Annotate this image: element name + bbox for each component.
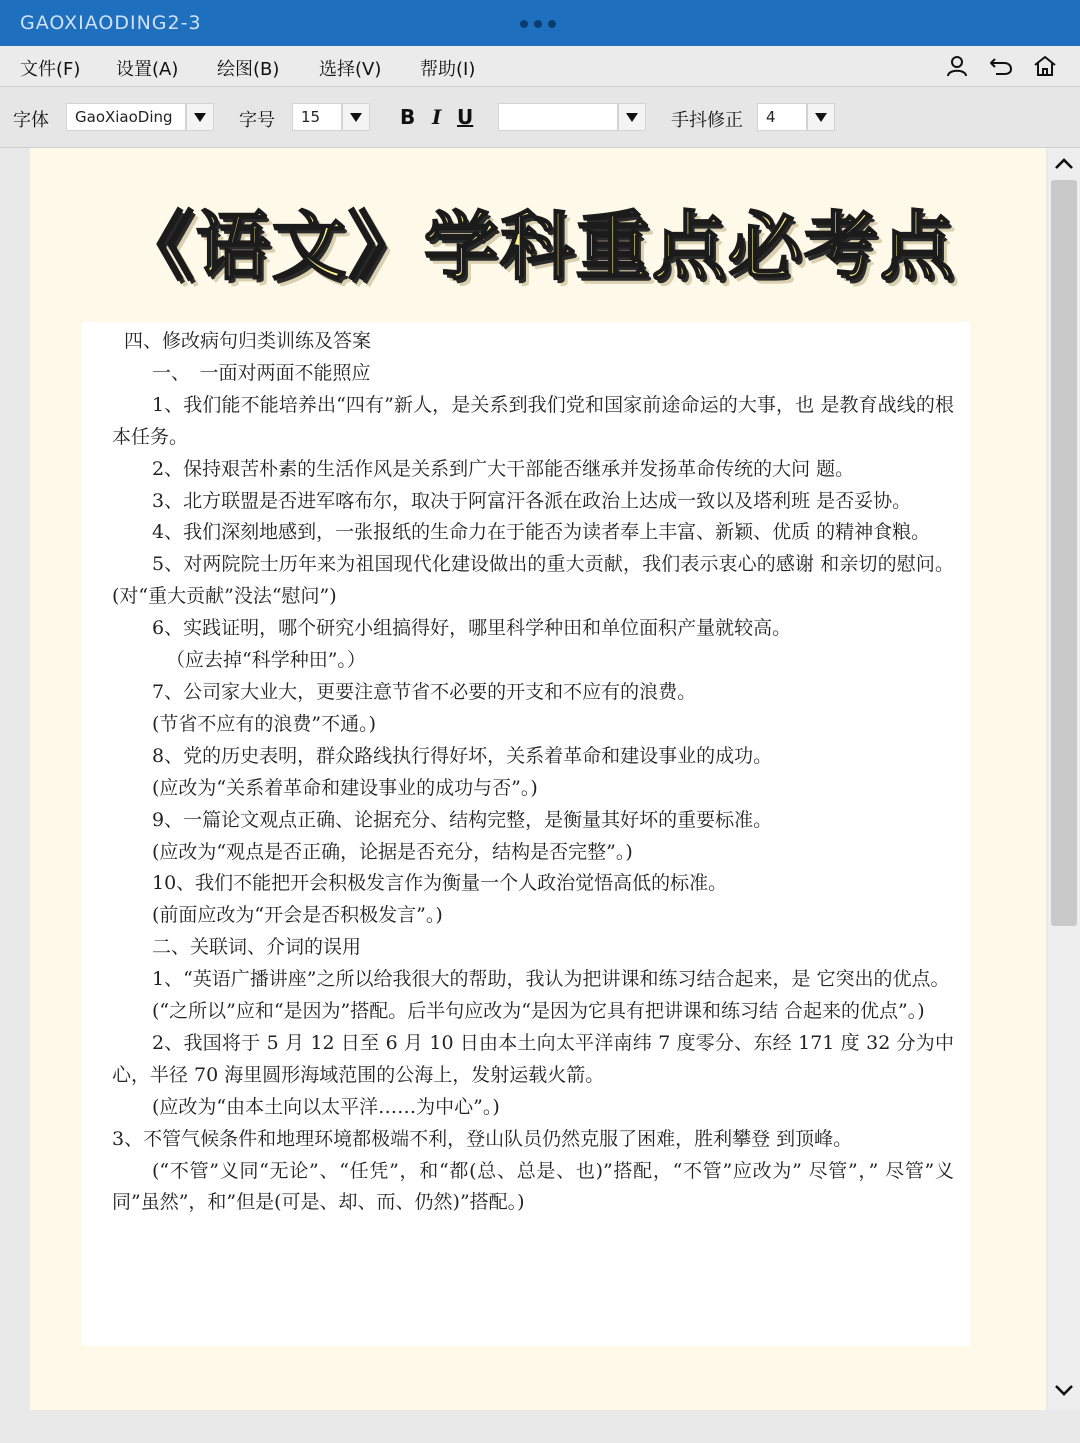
doc-line: 7、公司家大业大，更要注意节省不必要的开支和不应有的浪费。	[152, 680, 697, 703]
page-heading: 《语文》学科重点必考点	[120, 204, 956, 290]
doc-line: (节省不应有的浪费”不通。)	[152, 712, 377, 735]
doc-line: 3、北方联盟是否进军喀布尔，取决于阿富汗各派在政治上达成一致以及塔利班 是否妥协。	[152, 489, 912, 512]
dot-icon	[520, 20, 528, 28]
doc-line: 6、实践证明，哪个研究小组搞得好，哪里科学种田和单位面积产量就较高。	[152, 617, 792, 640]
doc-line: 10、我们不能把开会积极发言作为衡量一个人政治觉悟高低的标准。	[152, 872, 728, 895]
doc-line: 8、党的历史表明，群众路线执行得好坏，关系着革命和建设事业的成功。	[152, 744, 773, 767]
user-icon[interactable]	[944, 54, 970, 78]
doc-line: 4、我们深刻地感到，一张报纸的生命力在于能否为读者奉上丰富、新颖、优质 的精神食粮。	[152, 521, 931, 544]
font-label: 字体	[13, 110, 49, 131]
size-select[interactable]: 15	[292, 103, 342, 131]
chevron-down-icon[interactable]	[1053, 1382, 1075, 1398]
italic-button[interactable]: I	[432, 105, 442, 129]
doc-line: 5、对两院院士历年来为祖国现代化建设做出的重大贡献，我们表示衷心的感谢 和亲切的慰问。(对“重大贡献”没法“慰问”)	[112, 553, 954, 608]
font-dropdown-button[interactable]	[186, 103, 214, 131]
doc-line: 1、“英语广播讲座”之所以给我很大的帮助，我认为把讲课和练习结合起来，是 它突出的优点。	[152, 968, 950, 991]
undo-icon[interactable]	[988, 54, 1014, 78]
doc-line: 一、 一面对两面不能照应	[152, 361, 371, 384]
doc-line: 1、我们能不能培养出“四有”新人，是关系到我们党和国家前途命运的大事，也 是教育战线的根本任务。	[112, 393, 954, 448]
jitter-dropdown-button[interactable]	[807, 103, 835, 131]
doc-line: 二、关联词、介词的误用	[152, 936, 362, 959]
doc-line: (前面应改为“开会是否积极发言”。)	[152, 904, 443, 927]
chevron-up-icon[interactable]	[1053, 156, 1075, 172]
home-icon[interactable]	[1032, 54, 1058, 78]
doc-line: 四、修改病句归类训练及答案	[124, 330, 372, 352]
status-strip	[0, 1410, 1080, 1443]
menu-settings[interactable]: 设置(A)	[116, 59, 179, 80]
doc-line: 3、不管气候条件和地理环境都极端不利，登山队员仍然克服了困难，胜利攀登 到顶峰。	[112, 1127, 853, 1150]
bold-button[interactable]: B	[400, 105, 416, 129]
format-toolbar	[0, 87, 1080, 148]
jitter-label: 手抖修正	[671, 110, 743, 131]
size-dropdown-button[interactable]	[342, 103, 370, 131]
menu-draw[interactable]: 绘图(B)	[217, 59, 280, 80]
doc-line: 2、保持艰苦朴素的生活作风是关系到广大干部能否继承并发扬革命传统的大问 题。	[152, 457, 855, 480]
underline-button[interactable]: U	[457, 105, 474, 129]
dot-icon	[548, 20, 556, 28]
doc-line: （应去掉“科学种田”。）	[166, 649, 366, 672]
doc-line: (应改为“由本土向以太平洋……为中心”。)	[152, 1095, 500, 1118]
jitter-select[interactable]: 4	[757, 103, 807, 131]
title-bar	[0, 0, 1080, 46]
doc-line: (应改为“关系着革命和建设事业的成功与否”。)	[152, 776, 538, 799]
doc-line: (“不管”义同“无论”、“任凭”，和“都(总、总是、也)”搭配，“不管”应改为” 尽管”，” 尽管”义同”虽然”，和”但是(可是、却、而、仍然)”搭配。)	[112, 1159, 954, 1214]
vertical-scrollbar[interactable]	[1048, 148, 1080, 1410]
menu-select[interactable]: 选择(V)	[319, 59, 382, 80]
size-label: 字号	[239, 110, 275, 131]
menu-help[interactable]: 帮助(I)	[420, 59, 476, 80]
window-menu-dots[interactable]	[520, 20, 556, 28]
doc-line: 9、一篇论文观点正确、论据充分、结构完整，是衡量其好坏的重要标准。	[152, 808, 773, 831]
window-title: GAOXIAODING2-3	[20, 12, 202, 34]
menu-file[interactable]: 文件(F)	[20, 59, 81, 80]
font-select[interactable]: GaoXiaoDing	[66, 103, 186, 131]
style-dropdown-button[interactable]	[618, 103, 646, 131]
dot-icon	[534, 20, 542, 28]
document-image	[82, 322, 970, 1346]
doc-line: (应改为“观点是否正确，论据是否充分，结构是否完整”。)	[152, 840, 633, 863]
style-select[interactable]	[498, 103, 618, 131]
doc-line: 2、我国将于 5 月 12 日至 6 月 10 日由本土向太平洋南纬 7 度零分、东经 171 度 32 分为中心，半径 70 海里圆形海域范围的公海上，发射运载火箭。	[112, 1031, 954, 1086]
doc-line: (“之所以”应和“是因为”搭配。后半句应改为“是因为它具有把讲课和练习结 合起来的优点”。)	[152, 1000, 925, 1023]
scrollbar-thumb[interactable]	[1051, 180, 1077, 926]
menu-bar	[0, 46, 1080, 87]
